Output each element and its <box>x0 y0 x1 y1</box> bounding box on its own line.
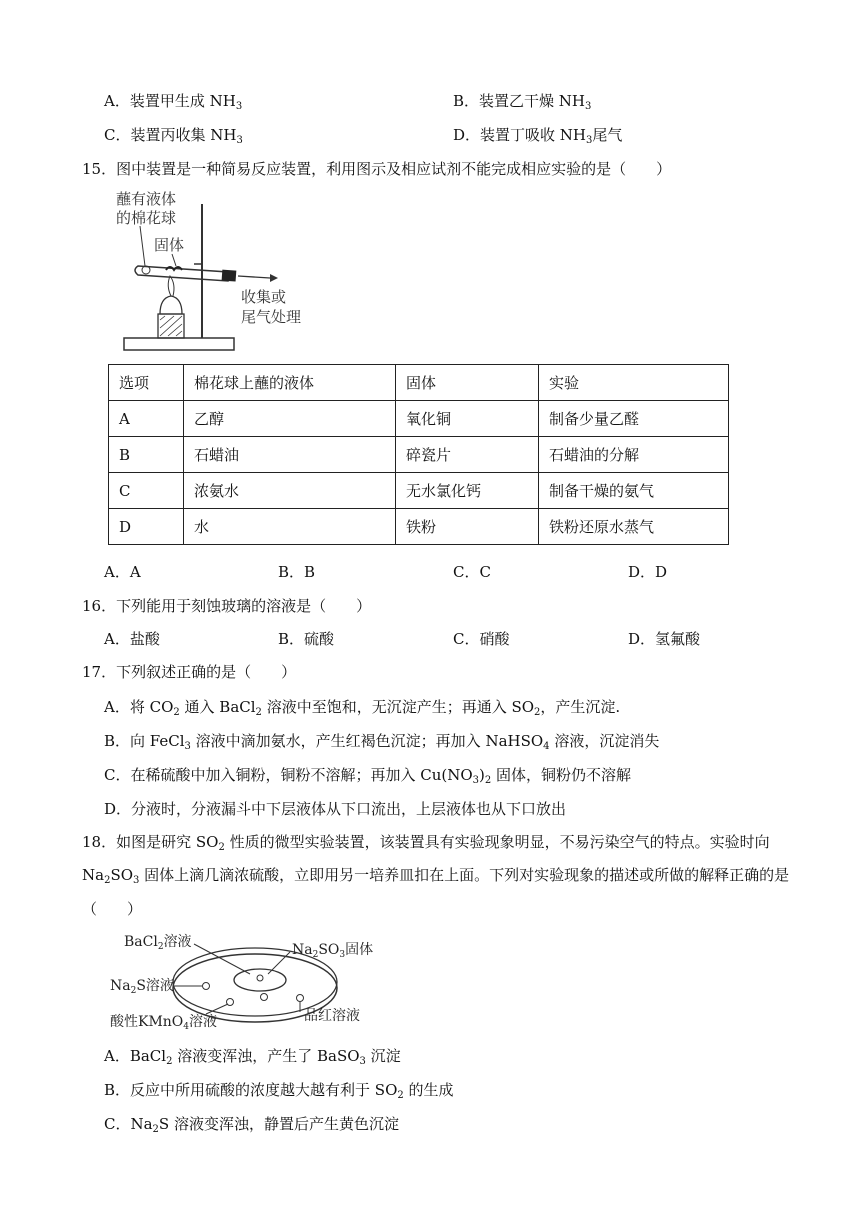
q16-option-d: D．氢氟酸 <box>628 630 701 648</box>
q18-label-pinhong: 品红溶液 <box>304 1008 360 1024</box>
q16-option-b: B．硫酸 <box>278 630 335 648</box>
q18-stem-line2: $Na_2SO_3$ 固体上滴几滴浓硫酸，立即用另一培养皿扣在上面。下列对实验现象的描述或所做的解释正确的是 <box>82 866 790 886</box>
q15-label-cotton-1: 蘸有液体 <box>116 190 177 208</box>
q14-option-d: D．装置丁吸收 $NH_3$尾气 <box>453 126 623 146</box>
q17-option-c: C．在稀硫酸中加入铜粉，铜粉不溶解；再加入 $Cu(NO_3)_2$ 固体，铜粉仍不溶解 <box>104 766 632 786</box>
q15-apparatus-figure <box>110 186 330 356</box>
q14-option-b: B．装置乙干燥 $NH_3$ <box>453 92 592 112</box>
q18-option-b: B．反应中所用硫酸的浓度越大越有利于 $SO_2$ 的生成 <box>104 1081 454 1101</box>
q18-label-na2s: $Na_2S$溶液 <box>110 978 174 996</box>
table-cell: 石蜡油的分解 <box>539 437 729 473</box>
q18-petri-dish-figure <box>110 930 390 1034</box>
table-cell: 乙醇 <box>184 401 396 437</box>
q18-stem-line3: （ ） <box>82 900 143 918</box>
q18-stem-line1: 18．如图是研究 $SO_2$ 性质的微型实验装置，该装置具有实验现象明显，不易污染空气的特点。实验时向 <box>82 833 770 853</box>
q18-option-a: A．BaCl$_2$ 溶液变浑浊，产生了 BaSO$_3$ 沉淀 <box>104 1047 401 1067</box>
table-header-row <box>109 365 729 401</box>
q15-stem: 15．图中装置是一种简易反应装置，利用图示及相应试剂不能完成相应实验的是（ ） <box>82 160 672 178</box>
table-cell: 氧化铜 <box>396 401 539 437</box>
table-cell: 铁粉还原水蒸气 <box>539 509 729 545</box>
q18-label-bacl2: BaCl$_2$溶液 <box>124 934 192 952</box>
q15-label-collect-2: 尾气处理 <box>241 308 302 326</box>
table-header-cell: 实验 <box>539 365 729 401</box>
q15-option-b: B．B <box>278 563 316 581</box>
q15-label-solid: 固体 <box>154 236 185 254</box>
table-cell: D <box>109 509 184 545</box>
table-row <box>109 509 729 545</box>
table-cell: 浓氨水 <box>184 473 396 509</box>
q17-option-a: A．将 $CO_2$ 通入 BaCl$_2$ 溶液中至饱和，无沉淀产生；再通入 $SO_2$，产生沉淀. <box>104 698 621 718</box>
q18-option-c: C．$Na_2S$ 溶液变浑浊，静置后产生黄色沉淀 <box>104 1115 399 1135</box>
q15-label-cotton-2: 的棉花球 <box>116 209 177 227</box>
q15-option-d: D．D <box>628 563 668 581</box>
table-cell: 制备少量乙醛 <box>539 401 729 437</box>
q15-option-c: C．C <box>453 563 491 581</box>
table-cell: 水 <box>184 509 396 545</box>
table-header-cell: 选项 <box>109 365 184 401</box>
q14-option-c: C．装置丙收集 $NH_3$ <box>104 126 243 146</box>
q17-stem: 17．下列叙述正确的是（ ） <box>82 663 297 681</box>
table-cell: 铁粉 <box>396 509 539 545</box>
table-cell: C <box>109 473 184 509</box>
q16-option-c: C．硝酸 <box>453 630 510 648</box>
table-header-cell: 固体 <box>396 365 539 401</box>
table-cell: 无水氯化钙 <box>396 473 539 509</box>
q16-stem: 16．下列能用于刻蚀玻璃的溶液是（ ） <box>82 597 372 615</box>
table-row <box>109 401 729 437</box>
table-cell: B <box>109 437 184 473</box>
q18-label-kmno4: 酸性KMnO$_4$溶液 <box>110 1014 218 1032</box>
q16-option-a: A．盐酸 <box>104 630 160 648</box>
table-cell: 碎瓷片 <box>396 437 539 473</box>
table-row <box>109 473 729 509</box>
q15-label-collect-1: 收集或 <box>241 288 287 306</box>
table-cell: 石蜡油 <box>184 437 396 473</box>
table-cell: 制备干燥的氨气 <box>539 473 729 509</box>
q18-label-na2so3: $Na_2SO_3$固体 <box>292 942 374 960</box>
q15-option-a: A．A <box>104 563 141 581</box>
q17-option-b: B．向 FeCl$_3$ 溶液中滴加氨水，产生红褐色沉淀；再加入 NaHSO$_4$ 溶液，沉淀消失 <box>104 732 660 752</box>
q17-option-d: D．分液时，分液漏斗中下层液体从下口流出，上层液体也从下口放出 <box>104 800 567 818</box>
q15-table <box>108 364 729 545</box>
q14-option-a: A．装置甲生成 $NH_3$ <box>104 92 243 112</box>
table-row <box>109 437 729 473</box>
table-header-cell: 棉花球上蘸的液体 <box>184 365 396 401</box>
table-cell: A <box>109 401 184 437</box>
